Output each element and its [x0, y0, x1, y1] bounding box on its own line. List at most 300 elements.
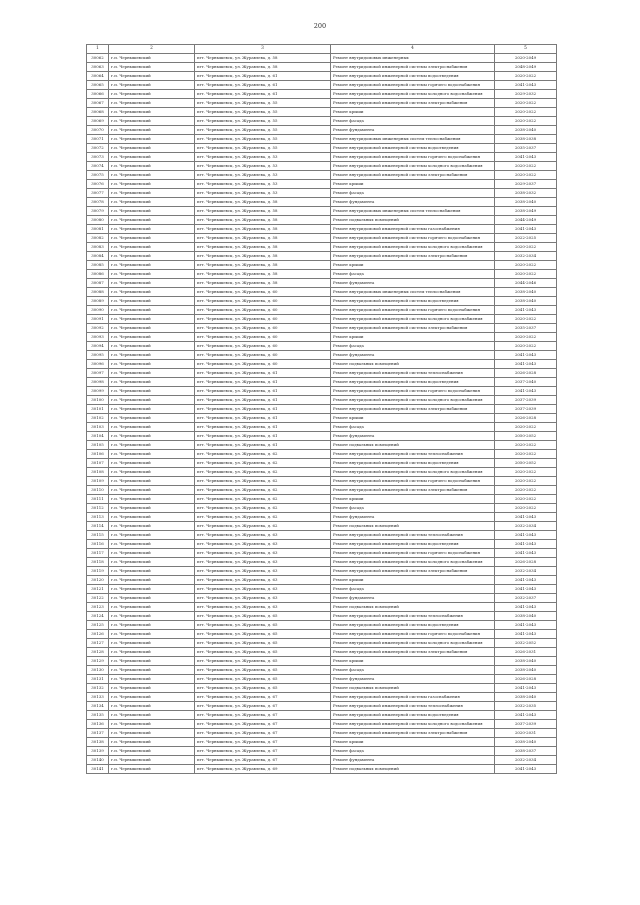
table-row	[87, 603, 557, 612]
cell-period: 2026-2028	[495, 414, 557, 423]
cell-record-id: 30104	[87, 432, 109, 441]
cell-period: 2032-2034	[495, 756, 557, 765]
cell-address: пгт. Чернышевск, ул. Журавлева, д. 61	[195, 414, 331, 423]
cell-period: 2020-2022	[495, 333, 557, 342]
cell-address: пгт. Чернышевск, ул. Журавлева, д. 63	[195, 576, 331, 585]
cell-period: 2026-2028	[495, 558, 557, 567]
table-row	[87, 459, 557, 468]
cell-municipality: г.п. Чернышевский	[109, 666, 195, 675]
cell-record-id: 30090	[87, 306, 109, 315]
cell-municipality: г.п. Чернышевский	[109, 189, 195, 198]
table-row	[87, 225, 557, 234]
table-row	[87, 432, 557, 441]
cell-municipality: г.п. Чернышевский	[109, 162, 195, 171]
cell-address: пгт. Чернышевск, ул. Журавлева, д. 67	[195, 756, 331, 765]
cell-period: 2026-2031	[495, 648, 557, 657]
cell-record-id: 30065	[87, 81, 109, 90]
cell-address: пгт. Чернышевск, ул. Журавлева, д. 65	[195, 657, 331, 666]
table-row	[87, 549, 557, 558]
cell-period: 2032-2034	[495, 252, 557, 261]
cell-address: пгт. Чернышевск, ул. Журавлева, д. 65	[195, 639, 331, 648]
cell-record-id: 30076	[87, 180, 109, 189]
cell-address: пгт. Чернышевск, ул. Журавлева, д. 63	[195, 558, 331, 567]
cell-municipality: г.п. Чернышевский	[109, 315, 195, 324]
cell-address: пгт. Чернышевск, ул. Журавлева, д. 58	[195, 279, 331, 288]
cell-municipality: г.п. Чернышевский	[109, 279, 195, 288]
cell-municipality: г.п. Чернышевский	[109, 594, 195, 603]
cell-municipality: г.п. Чернышевский	[109, 261, 195, 270]
cell-record-id: 30100	[87, 396, 109, 405]
cell-address: пгт. Чернышевск, ул. Журавлева, д. 65	[195, 621, 331, 630]
cell-work-type: Ремонт фасада	[331, 747, 495, 756]
cell-work-type: Ремонт фасада	[331, 504, 495, 513]
cell-period: 2020-2022	[495, 108, 557, 117]
cell-period: 2020-2022	[495, 342, 557, 351]
cell-address: пгт. Чернышевск, ул. Журавлева, д. 55	[195, 135, 331, 144]
table-row	[87, 234, 557, 243]
cell-period: 2032-2034	[495, 522, 557, 531]
cell-record-id: 30062	[87, 54, 109, 63]
cell-record-id: 30108	[87, 468, 109, 477]
cell-work-type: Ремонт фундамента	[331, 351, 495, 360]
cell-municipality: г.п. Чернышевский	[109, 612, 195, 621]
cell-municipality: г.п. Чернышевский	[109, 513, 195, 522]
table-row	[87, 333, 557, 342]
repair-schedule-table	[86, 44, 557, 774]
cell-work-type: Ремонт внутридомовой инженерной системы теплоснабжения	[331, 702, 495, 711]
table-row	[87, 450, 557, 459]
cell-work-type: Ремонт внутридомовой инженерной системы теплоснабжения	[331, 369, 495, 378]
cell-work-type: Ремонт внутридомовой инженерной системы горячего водоснабжения	[331, 477, 495, 486]
cell-work-type: Ремонт внутридомовой инженерной системы холодного водоснабжения	[331, 243, 495, 252]
cell-period: 2020-2022	[495, 441, 557, 450]
cell-work-type: Ремонт внутридомовой инженерной системы электроснабжения	[331, 324, 495, 333]
cell-period: 2041-2043	[495, 711, 557, 720]
cell-address: пгт. Чернышевск, ул. Журавлева, д. 67	[195, 729, 331, 738]
cell-address: пгт. Чернышевск, ул. Журавлева, д. 65	[195, 612, 331, 621]
cell-address: пгт. Чернышевск, ул. Журавлева, д. 53	[195, 180, 331, 189]
column-number-5: 5	[495, 45, 557, 54]
cell-work-type: Ремонт внутридомовой инженерной системы холодного водоснабжения	[331, 720, 495, 729]
table-row	[87, 639, 557, 648]
cell-period: 2038-2040	[495, 198, 557, 207]
table-row	[87, 576, 557, 585]
cell-address: пгт. Чернышевск, ул. Журавлева, д. 53	[195, 171, 331, 180]
cell-municipality: г.п. Чернышевский	[109, 657, 195, 666]
cell-address: пгт. Чернышевск, ул. Журавлева, д. 58	[195, 198, 331, 207]
table-row	[87, 531, 557, 540]
cell-municipality: г.п. Чернышевский	[109, 747, 195, 756]
cell-record-id: 30079	[87, 207, 109, 216]
cell-address: пгт. Чернышевск, ул. Журавлева, д. 69	[195, 765, 331, 774]
cell-address: пгт. Чернышевск, ул. Журавлева, д. 53	[195, 153, 331, 162]
table-row	[87, 288, 557, 297]
cell-record-id: 30072	[87, 144, 109, 153]
cell-municipality: г.п. Чернышевский	[109, 63, 195, 72]
cell-address: пгт. Чернышевск, ул. Журавлева, д. 63	[195, 567, 331, 576]
cell-period: 2041-2043	[495, 621, 557, 630]
table-row	[87, 270, 557, 279]
cell-period: 2020-2022	[495, 117, 557, 126]
cell-address: пгт. Чернышевск, ул. Журавлева, д. 55	[195, 144, 331, 153]
table-row	[87, 630, 557, 639]
cell-record-id: 30089	[87, 297, 109, 306]
cell-work-type: Ремонт внутридомовой инженерной системы водоотведения	[331, 540, 495, 549]
cell-period: 2041-2043	[495, 765, 557, 774]
cell-period: 2041-2043	[495, 684, 557, 693]
cell-municipality: г.п. Чернышевский	[109, 603, 195, 612]
table-row	[87, 702, 557, 711]
cell-address: пгт. Чернышевск, ул. Журавлева, д. 65	[195, 675, 331, 684]
cell-municipality: г.п. Чернышевский	[109, 171, 195, 180]
cell-period: 2032-2034	[495, 567, 557, 576]
cell-work-type: Ремонт внутридомовых инженерных	[331, 54, 495, 63]
cell-record-id: 30099	[87, 387, 109, 396]
cell-period: 2035-2037	[495, 324, 557, 333]
cell-address: пгт. Чернышевск, ул. Журавлева, д. 62	[195, 468, 331, 477]
cell-municipality: г.п. Чернышевский	[109, 351, 195, 360]
cell-address: пгт. Чернышевск, ул. Журавлева, д. 65	[195, 684, 331, 693]
cell-municipality: г.п. Чернышевский	[109, 576, 195, 585]
table-row	[87, 117, 557, 126]
cell-period: 2048-2049	[495, 63, 557, 72]
cell-municipality: г.п. Чернышевский	[109, 684, 195, 693]
cell-record-id: 30092	[87, 324, 109, 333]
cell-record-id: 30091	[87, 315, 109, 324]
cell-address: пгт. Чернышевск, ул. Журавлева, д. 55	[195, 99, 331, 108]
cell-record-id: 30106	[87, 450, 109, 459]
table-row	[87, 423, 557, 432]
cell-municipality: г.п. Чернышевский	[109, 639, 195, 648]
cell-work-type: Ремонт внутридомовой инженерной системы водоотведения	[331, 144, 495, 153]
cell-record-id: 30123	[87, 603, 109, 612]
table-row	[87, 135, 557, 144]
cell-record-id: 30085	[87, 261, 109, 270]
cell-address: пгт. Чернышевск, ул. Журавлева, д. 58	[195, 234, 331, 243]
cell-record-id: 30082	[87, 234, 109, 243]
cell-work-type: Ремонт внутридомовой инженерной системы горячего водоснабжения	[331, 549, 495, 558]
table-row	[87, 126, 557, 135]
cell-address: пгт. Чернышевск, ул. Журавлева, д. 61	[195, 396, 331, 405]
cell-work-type: Ремонт фасада	[331, 666, 495, 675]
cell-period: 2026-2028	[495, 369, 557, 378]
cell-period: 2020-2022	[495, 504, 557, 513]
cell-record-id: 30112	[87, 504, 109, 513]
table-row	[87, 81, 557, 90]
cell-work-type: Ремонт внутридомовой инженерной системы горячего водоснабжения	[331, 387, 495, 396]
cell-period: 2020-2022	[495, 423, 557, 432]
table-row	[87, 414, 557, 423]
cell-municipality: г.п. Чернышевский	[109, 648, 195, 657]
cell-work-type: Ремонт внутридомовой инженерной системы горячего водоснабжения	[331, 81, 495, 90]
cell-municipality: г.п. Чернышевский	[109, 711, 195, 720]
table-row	[87, 567, 557, 576]
cell-address: пгт. Чернышевск, ул. Журавлева, д. 61	[195, 441, 331, 450]
cell-record-id: 30117	[87, 549, 109, 558]
cell-work-type: Ремонт внутридомовой инженерной системы холодного водоснабжения	[331, 639, 495, 648]
cell-municipality: г.п. Чернышевский	[109, 90, 195, 99]
cell-municipality: г.п. Чернышевский	[109, 756, 195, 765]
cell-municipality: г.п. Чернышевский	[109, 99, 195, 108]
cell-address: пгт. Чернышевск, ул. Журавлева, д. 60	[195, 333, 331, 342]
table-row	[87, 243, 557, 252]
table-row	[87, 279, 557, 288]
cell-municipality: г.п. Чернышевский	[109, 486, 195, 495]
cell-municipality: г.п. Чернышевский	[109, 549, 195, 558]
table-row	[87, 405, 557, 414]
table-row	[87, 468, 557, 477]
cell-address: пгт. Чернышевск, ул. Журавлева, д. 67	[195, 738, 331, 747]
cell-municipality: г.п. Чернышевский	[109, 504, 195, 513]
table-row	[87, 513, 557, 522]
table-row	[87, 747, 557, 756]
column-number-1: 1	[87, 45, 109, 54]
table-row	[87, 738, 557, 747]
cell-address: пгт. Чернышевск, ул. Журавлева, д. 55	[195, 108, 331, 117]
cell-period: 2044-2049	[495, 216, 557, 225]
cell-record-id: 30102	[87, 414, 109, 423]
table-row	[87, 756, 557, 765]
cell-record-id: 30084	[87, 252, 109, 261]
cell-work-type: Ремонт подвальных помещений	[331, 360, 495, 369]
cell-municipality: г.п. Чернышевский	[109, 81, 195, 90]
cell-period: 2029-2037	[495, 180, 557, 189]
cell-period: 2020-2022	[495, 315, 557, 324]
cell-work-type: Ремонт подвальных помещений	[331, 603, 495, 612]
cell-address: пгт. Чернышевск, ул. Журавлева, д. 55	[195, 126, 331, 135]
table-row	[87, 711, 557, 720]
cell-work-type: Ремонт подвальных помещений	[331, 765, 495, 774]
cell-record-id: 30080	[87, 216, 109, 225]
cell-address: пгт. Чернышевск, ул. Журавлева, д. 67	[195, 720, 331, 729]
cell-municipality: г.п. Чернышевский	[109, 207, 195, 216]
table-row	[87, 171, 557, 180]
cell-period: 2044-2046	[495, 279, 557, 288]
table-row	[87, 441, 557, 450]
column-number-4: 4	[331, 45, 495, 54]
cell-municipality: г.п. Чернышевский	[109, 531, 195, 540]
cell-municipality: г.п. Чернышевский	[109, 585, 195, 594]
cell-address: пгт. Чернышевск, ул. Журавлева, д. 61	[195, 378, 331, 387]
cell-address: пгт. Чернышевск, ул. Журавлева, д. 62	[195, 477, 331, 486]
cell-record-id: 30101	[87, 405, 109, 414]
cell-address: пгт. Чернышевск, ул. Журавлева, д. 61	[195, 72, 331, 81]
cell-municipality: г.п. Чернышевский	[109, 495, 195, 504]
cell-period: 2020-2049	[495, 54, 557, 63]
table-row	[87, 252, 557, 261]
cell-work-type: Ремонт внутридомовой инженерной системы электроснабжения	[331, 99, 495, 108]
cell-period: 2050-2052	[495, 459, 557, 468]
cell-work-type: Ремонт крыши	[331, 657, 495, 666]
cell-record-id: 30132	[87, 684, 109, 693]
cell-municipality: г.п. Чернышевский	[109, 477, 195, 486]
table-row	[87, 351, 557, 360]
cell-work-type: Ремонт фасада	[331, 189, 495, 198]
table-row	[87, 315, 557, 324]
cell-work-type: Ремонт внутридомовой инженерной системы газоснабжения	[331, 693, 495, 702]
cell-municipality: г.п. Чернышевский	[109, 441, 195, 450]
cell-municipality: г.п. Чернышевский	[109, 621, 195, 630]
table-row	[87, 306, 557, 315]
cell-address: пгт. Чернышевск, ул. Журавлева, д. 61	[195, 405, 331, 414]
cell-municipality: г.п. Чернышевский	[109, 567, 195, 576]
cell-record-id: 30105	[87, 441, 109, 450]
cell-municipality: г.п. Чернышевский	[109, 126, 195, 135]
cell-address: пгт. Чернышевск, ул. Журавлева, д. 61	[195, 423, 331, 432]
cell-period: 2041-2043	[495, 360, 557, 369]
cell-municipality: г.п. Чернышевский	[109, 144, 195, 153]
cell-address: пгт. Чернышевск, ул. Журавлева, д. 65	[195, 648, 331, 657]
cell-record-id: 30094	[87, 342, 109, 351]
cell-record-id: 30120	[87, 576, 109, 585]
cell-period: 2020-2022	[495, 261, 557, 270]
cell-record-id: 30093	[87, 333, 109, 342]
cell-record-id: 30086	[87, 270, 109, 279]
cell-address: пгт. Чернышевск, ул. Журавлева, д. 63	[195, 594, 331, 603]
cell-municipality: г.п. Чернышевский	[109, 135, 195, 144]
cell-record-id: 30119	[87, 567, 109, 576]
cell-municipality: г.п. Чернышевский	[109, 108, 195, 117]
table-row	[87, 99, 557, 108]
table-row	[87, 558, 557, 567]
column-number-2: 2	[109, 45, 195, 54]
table-row	[87, 675, 557, 684]
cell-address: пгт. Чернышевск, ул. Журавлева, д. 60	[195, 306, 331, 315]
cell-municipality: г.п. Чернышевский	[109, 270, 195, 279]
cell-period: 2041-2043	[495, 603, 557, 612]
cell-record-id: 30064	[87, 72, 109, 81]
cell-work-type: Ремонт внутридомовой инженерной системы электроснабжения	[331, 729, 495, 738]
cell-period: 2038-2040	[495, 693, 557, 702]
cell-address: пгт. Чернышевск, ул. Журавлева, д. 61	[195, 369, 331, 378]
cell-address: пгт. Чернышевск, ул. Журавлева, д. 58	[195, 63, 331, 72]
cell-period: 2041-2043	[495, 585, 557, 594]
cell-municipality: г.п. Чернышевский	[109, 180, 195, 189]
cell-municipality: г.п. Чернышевский	[109, 720, 195, 729]
cell-record-id: 30109	[87, 477, 109, 486]
cell-municipality: г.п. Чернышевский	[109, 153, 195, 162]
cell-address: пгт. Чернышевск, ул. Журавлева, д. 63	[195, 603, 331, 612]
cell-record-id: 30135	[87, 711, 109, 720]
table-row	[87, 495, 557, 504]
cell-work-type: Ремонт фасада	[331, 270, 495, 279]
cell-period: 2032-2052	[495, 639, 557, 648]
cell-municipality: г.п. Чернышевский	[109, 558, 195, 567]
cell-municipality: г.п. Чернышевский	[109, 225, 195, 234]
cell-period: 2020-2022	[495, 171, 557, 180]
cell-address: пгт. Чернышевск, ул. Журавлева, д. 60	[195, 351, 331, 360]
table-row	[87, 729, 557, 738]
cell-work-type: Ремонт внутридомовой инженерной системы электроснабжения	[331, 63, 495, 72]
cell-address: пгт. Чернышевск, ул. Журавлева, д. 61	[195, 90, 331, 99]
cell-address: пгт. Чернышевск, ул. Журавлева, д. 61	[195, 387, 331, 396]
table-row	[87, 369, 557, 378]
cell-record-id: 30127	[87, 639, 109, 648]
cell-period: 2020-2022	[495, 243, 557, 252]
cell-municipality: г.п. Чернышевский	[109, 630, 195, 639]
cell-work-type: Ремонт внутридомовой инженерной системы горячего водоснабжения	[331, 306, 495, 315]
cell-work-type: Ремонт внутридомовой инженерной системы холодного водоснабжения	[331, 162, 495, 171]
cell-address: пгт. Чернышевск, ул. Журавлева, д. 62	[195, 450, 331, 459]
cell-record-id: 30114	[87, 522, 109, 531]
cell-period: 2020-2022	[495, 99, 557, 108]
cell-work-type: Ремонт внутридомовых инженерных систем теплоснабжения	[331, 207, 495, 216]
table-row	[87, 90, 557, 99]
cell-period: 2041-2043	[495, 630, 557, 639]
table-row	[87, 477, 557, 486]
cell-municipality: г.п. Чернышевский	[109, 702, 195, 711]
cell-municipality: г.п. Чернышевский	[109, 243, 195, 252]
table-row	[87, 720, 557, 729]
cell-address: пгт. Чернышевск, ул. Журавлева, д. 63	[195, 549, 331, 558]
table-row	[87, 684, 557, 693]
table-row	[87, 144, 557, 153]
cell-period: 2038-2037	[495, 747, 557, 756]
cell-work-type: Ремонт внутридомовой инженерной системы водоотведения	[331, 711, 495, 720]
cell-period: 2020-2022	[495, 495, 557, 504]
cell-period: 2020-2022	[495, 450, 557, 459]
table-row	[87, 189, 557, 198]
cell-work-type: Ремонт внутридомовой инженерной системы электроснабжения	[331, 171, 495, 180]
cell-work-type: Ремонт фундамента	[331, 198, 495, 207]
cell-work-type: Ремонт фундамента	[331, 126, 495, 135]
cell-record-id: 30115	[87, 531, 109, 540]
table-row	[87, 108, 557, 117]
cell-record-id: 30068	[87, 108, 109, 117]
cell-address: пгт. Чернышевск, ул. Журавлева, д. 60	[195, 315, 331, 324]
cell-record-id: 30121	[87, 585, 109, 594]
cell-work-type: Ремонт внутридомовой инженерной системы электроснабжения	[331, 252, 495, 261]
cell-address: пгт. Чернышевск, ул. Журавлева, д. 62	[195, 459, 331, 468]
cell-municipality: г.п. Чернышевский	[109, 378, 195, 387]
cell-work-type: Ремонт крыши	[331, 495, 495, 504]
cell-record-id: 30077	[87, 189, 109, 198]
table-row	[87, 198, 557, 207]
cell-period: 2038-2032	[495, 189, 557, 198]
cell-address: пгт. Чернышевск, ул. Журавлева, д. 63	[195, 540, 331, 549]
cell-work-type: Ремонт внутридомовых инженерных систем теплоснабжения	[331, 288, 495, 297]
cell-work-type: Ремонт фундамента	[331, 513, 495, 522]
cell-record-id: 30070	[87, 126, 109, 135]
cell-municipality: г.п. Чернышевский	[109, 468, 195, 477]
cell-municipality: г.п. Чернышевский	[109, 288, 195, 297]
cell-work-type: Ремонт фасада	[331, 117, 495, 126]
cell-period: 2041-2043	[495, 225, 557, 234]
table-row	[87, 360, 557, 369]
cell-record-id: 30133	[87, 693, 109, 702]
cell-record-id: 30073	[87, 153, 109, 162]
cell-municipality: г.п. Чернышевский	[109, 459, 195, 468]
cell-address: пгт. Чернышевск, ул. Журавлева, д. 60	[195, 297, 331, 306]
cell-record-id: 30139	[87, 747, 109, 756]
cell-municipality: г.п. Чернышевский	[109, 369, 195, 378]
cell-record-id: 30111	[87, 495, 109, 504]
column-number-row	[87, 45, 557, 54]
cell-address: пгт. Чернышевск, ул. Журавлева, д. 63	[195, 531, 331, 540]
cell-work-type: Ремонт внутридомовой инженерной системы холодного водоснабжения	[331, 396, 495, 405]
cell-municipality: г.п. Чернышевский	[109, 693, 195, 702]
table-row	[87, 648, 557, 657]
cell-municipality: г.п. Чернышевский	[109, 432, 195, 441]
cell-address: пгт. Чернышевск, ул. Журавлева, д. 67	[195, 711, 331, 720]
cell-period: 2022-2025	[495, 234, 557, 243]
cell-period: 2038-2040	[495, 738, 557, 747]
cell-record-id: 30138	[87, 738, 109, 747]
cell-period: 2029-2032	[495, 90, 557, 99]
table-row	[87, 765, 557, 774]
cell-work-type: Ремонт внутридомовой инженерной системы горячего водоснабжения	[331, 234, 495, 243]
cell-address: пгт. Чернышевск, ул. Журавлева, д. 62	[195, 495, 331, 504]
